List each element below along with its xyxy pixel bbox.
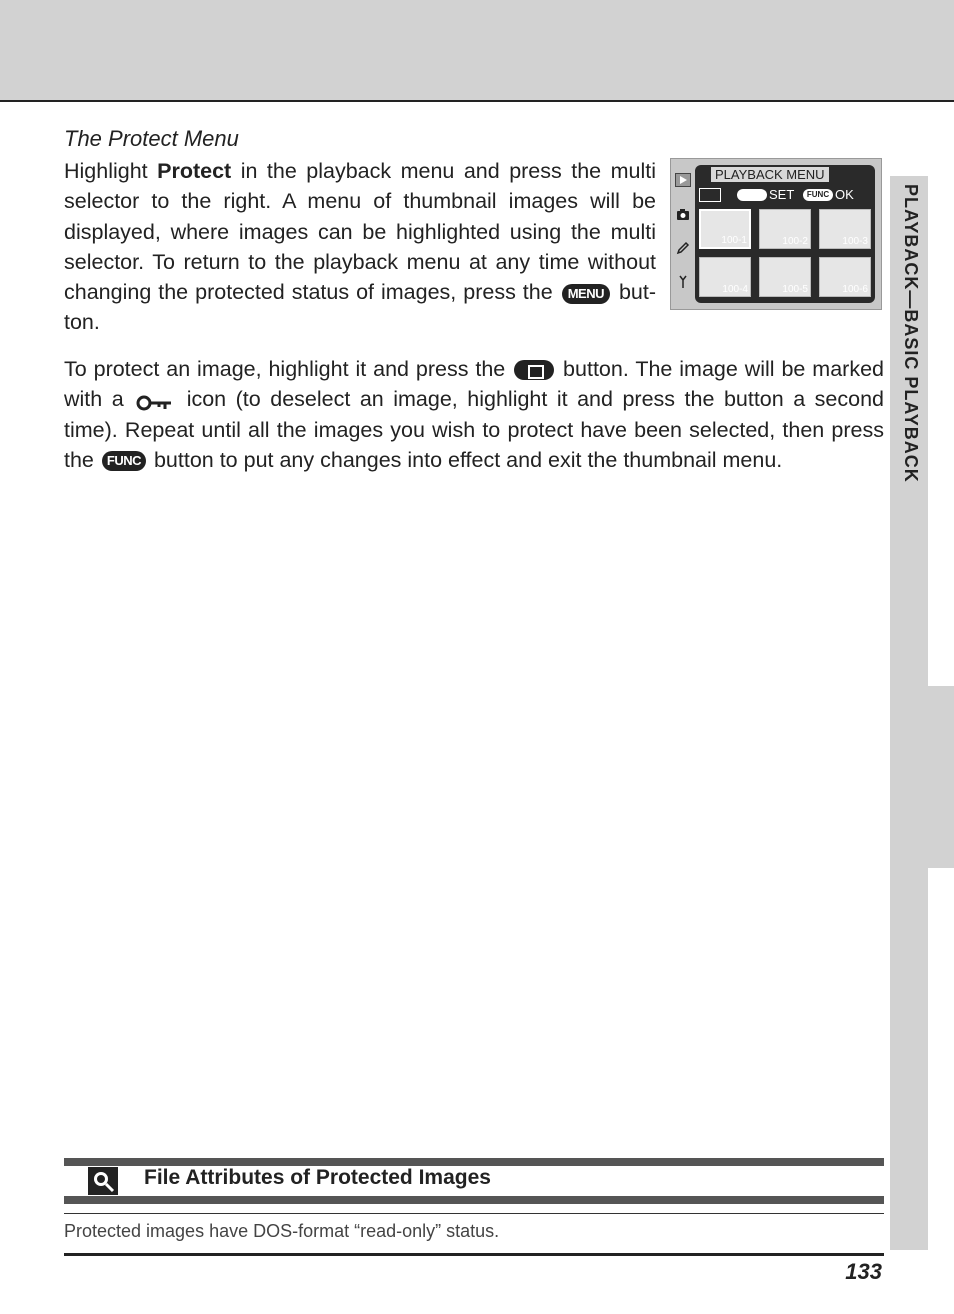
protect-key-icon xyxy=(699,188,721,202)
screen-set-label: SET xyxy=(769,187,795,202)
camera-screen-illustration xyxy=(670,158,882,310)
header-band xyxy=(0,0,954,101)
page-number: 133 xyxy=(845,1259,882,1284)
thumbnail: 100-3 xyxy=(819,209,871,249)
para1-text-1: Highlight xyxy=(64,159,158,183)
thumbnail: 100-4 xyxy=(699,257,751,297)
screen-title: PLAYBACK MENU xyxy=(711,167,829,182)
para2-text-1: To protect an image, highlight it and press the xyxy=(64,357,513,381)
camera-tab-icon xyxy=(675,207,691,221)
thumbnail: 100-2 xyxy=(759,209,811,249)
note-bar-bottom xyxy=(64,1196,884,1204)
note-body: Protected images have DOS-format “read-only” status. xyxy=(64,1221,500,1241)
func-button-icon: FUNC xyxy=(102,451,146,471)
thumbnail: 100-5 xyxy=(759,257,811,297)
chapter-label-text: PLAYBACK—BASIC PLAYBACK xyxy=(901,184,921,483)
para2-text-4: button to put any changes into effect and exit the thumbnail menu. xyxy=(147,447,783,472)
thumbnail-button-icon xyxy=(514,360,554,380)
menu-button-icon: MENU xyxy=(562,284,610,304)
note-divider xyxy=(64,1213,884,1214)
screen-func-icon: FUNC xyxy=(803,189,833,201)
wrench-tab-icon xyxy=(675,275,691,289)
thumbnail: 100-1 xyxy=(699,209,751,249)
chapter-tab-marker xyxy=(928,686,954,868)
thumbnail-grid xyxy=(699,209,873,301)
section-title: The Protect Menu xyxy=(64,126,239,151)
chapter-label xyxy=(897,184,921,544)
note-tip-icon xyxy=(88,1167,118,1195)
para2-text-2: button. The image will be marked with a xyxy=(64,357,884,412)
para1-text-2: in the playback menu and press the multi selector to the right. A menu of thumbnail images will be displayed, where images can be highlighted using the multi selector. To return to the playback menu at any time without changing the protected status of images, press the xyxy=(64,159,656,305)
footer-rule xyxy=(64,1253,884,1256)
protect-term: Protect xyxy=(157,159,232,183)
screen-menu-tabs xyxy=(675,173,693,309)
thumbnail: 100-6 xyxy=(819,257,871,297)
paragraph-protect-image xyxy=(64,354,884,475)
screen-display xyxy=(695,165,875,303)
para1-text-3: but-ton. xyxy=(64,280,656,335)
note-bar-top xyxy=(64,1158,884,1166)
paragraph-protect-menu xyxy=(64,156,656,338)
protect-key-icon xyxy=(135,391,175,411)
screen-control-row xyxy=(699,187,873,203)
note-heading: File Attributes of Protected Images xyxy=(144,1166,491,1189)
header-rule xyxy=(0,100,954,102)
playback-tab-icon xyxy=(675,173,691,187)
pencil-tab-icon xyxy=(675,241,691,255)
screen-ok-label: OK xyxy=(835,187,854,202)
thumbnail-button-icon xyxy=(737,189,767,201)
para2-text-3: icon (to deselect an image, highlight it and press the button a second time). Repeat until all the images you wish to protect have been selected, then press the xyxy=(64,387,885,472)
